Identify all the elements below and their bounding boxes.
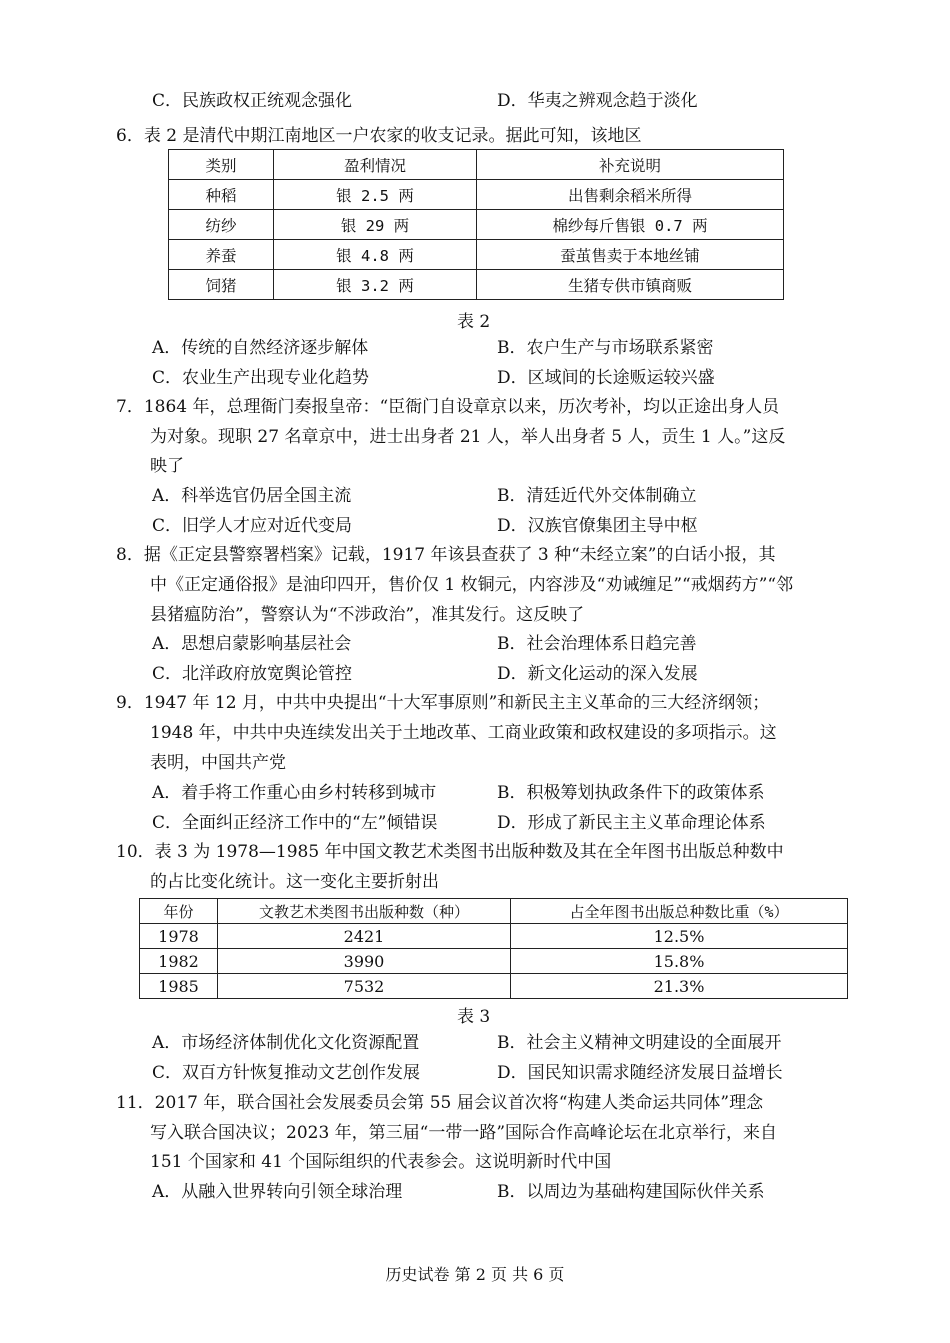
table-cell: 纺纱	[169, 210, 274, 240]
q9-option-a: A．着手将工作重心由乡村转移到城市	[152, 783, 437, 803]
table-row	[169, 270, 784, 300]
table-cell: 银 4.8 两	[274, 240, 477, 270]
q6-option-c: C．农业生产出现专业化趋势	[152, 368, 370, 388]
table-row	[169, 210, 784, 240]
table-header-cell: 年份	[140, 899, 218, 924]
q10-option-a: A．市场经济体制优化文化资源配置	[152, 1033, 420, 1053]
q7-stem-line-2: 为对象。现职 27 名章京中，进士出身者 21 人，举人出身者 5 人，贡生 1 人。”这反	[150, 427, 786, 447]
q7-stem-line-1: 7．1864 年，总理衙门奏报皇帝：“臣衙门自设章京以来，历次考补，均以正途出身人员	[116, 397, 780, 417]
table-cell: 7532	[218, 974, 511, 999]
table-cell: 种稻	[169, 180, 274, 210]
page-footer: 历史试卷 第 2 页 共 6 页	[385, 1265, 565, 1284]
table-cell: 21.3%	[511, 974, 848, 999]
q9-stem-line-3: 表明，中国共产党	[150, 753, 286, 773]
table-cell: 2421	[218, 924, 511, 949]
table-cell: 1982	[140, 949, 218, 974]
q6-option-d: D．区域间的长途贩运较兴盛	[497, 368, 715, 388]
q7-option-b: B．清廷近代外交体制确立	[497, 486, 697, 506]
table-header-cell: 盈利情况	[274, 150, 477, 180]
table-cell: 蚕茧售卖于本地丝铺	[477, 240, 784, 270]
q8-stem-line-3: 县猪瘟防治”，警察认为“不涉政治”，准其发行。这反映了	[150, 605, 585, 625]
q7-option-d: D．汉族官僚集团主导中枢	[497, 516, 698, 536]
table-cell: 银 29 两	[274, 210, 477, 240]
q11-stem-line-3: 151 个国家和 41 个国际组织的代表参会。这说明新时代中国	[150, 1152, 612, 1172]
q6-option-b: B．农户生产与市场联系紧密	[497, 338, 714, 358]
q10-option-d: D．国民知识需求随经济发展日益增长	[497, 1063, 783, 1083]
q9-stem-line-1: 9．1947 年 12 月，中共中央提出“十大军事原则”和新民主主义革命的三大经济纲领；	[116, 693, 770, 713]
q9-stem-line-2: 1948 年，中共中央连续发出关于土地改革、工商业政策和政权建设的多项指示。这	[150, 723, 777, 743]
q8-option-c: C．北洋政府放宽舆论管控	[152, 664, 353, 684]
table-cell: 养蚕	[169, 240, 274, 270]
q10-stem-line-2: 的占比变化统计。这一变化主要折射出	[150, 872, 439, 892]
table-row	[169, 180, 784, 210]
table-cell: 3990	[218, 949, 511, 974]
table-cell: 15.8%	[511, 949, 848, 974]
table-row	[169, 240, 784, 270]
q10-option-b: B．社会主义精神文明建设的全面展开	[497, 1033, 782, 1053]
table-header-cell: 补充说明	[477, 150, 784, 180]
q5-option-c: C．民族政权正统观念强化	[152, 91, 353, 111]
q10-stem-line-1: 10．表 3 为 1978—1985 年中国文教艺术类图书出版种数及其在全年图书出版总种数中	[116, 842, 784, 862]
table-cell: 饲猪	[169, 270, 274, 300]
q8-stem-line-2: 中《正定通俗报》是油印四开，售价仅 1 枚铜元，内容涉及“劝诫缠足”“戒烟药方”“邻	[150, 575, 794, 595]
table-header-cell: 类别	[169, 150, 274, 180]
table-header-cell: 占全年图书出版总种数比重（%）	[511, 899, 848, 924]
table-cell: 1985	[140, 974, 218, 999]
q6-option-a: A．传统的自然经济逐步解体	[152, 338, 369, 358]
table-cell: 12.5%	[511, 924, 848, 949]
table-3-caption: 表 3	[457, 1007, 491, 1027]
q8-option-d: D．新文化运动的深入发展	[497, 664, 698, 684]
q10-option-c: C．双百方针恢复推动文艺创作发展	[152, 1063, 421, 1083]
q8-stem-line-1: 8．据《正定县警察署档案》记载，1917 年该县查获了 3 种“未经立案”的白话小报，其	[116, 545, 776, 565]
table-2	[168, 149, 784, 300]
q8-option-b: B．社会治理体系日趋完善	[497, 634, 697, 654]
table-cell: 生猪专供市镇商贩	[477, 270, 784, 300]
q11-option-b: B．以周边为基础构建国际伙伴关系	[497, 1182, 765, 1202]
q7-option-a: A．科举选官仍居全国主流	[152, 486, 352, 506]
table-cell: 银 3.2 两	[274, 270, 477, 300]
table-cell: 棉纱每斤售银 0.7 两	[477, 210, 784, 240]
table-row	[140, 924, 848, 949]
q8-option-a: A．思想启蒙影响基层社会	[152, 634, 352, 654]
table-cell: 银 2.5 两	[274, 180, 477, 210]
table-header-cell: 文教艺术类图书出版种数（种）	[218, 899, 511, 924]
q5-option-d: D．华夷之辨观念趋于淡化	[497, 91, 698, 111]
table-2-caption: 表 2	[457, 312, 491, 332]
q9-option-c: C．全面纠正经济工作中的“左”倾错误	[152, 813, 438, 833]
table-row	[140, 949, 848, 974]
table-cell: 出售剩余稻米所得	[477, 180, 784, 210]
q11-option-a: A．从融入世界转向引领全球治理	[152, 1182, 403, 1202]
table-row	[140, 974, 848, 999]
table-header-row	[169, 150, 784, 180]
q9-option-b: B．积极筹划执政条件下的政策体系	[497, 783, 765, 803]
q11-stem-line-2: 写入联合国决议；2023 年，第三届“一带一路”国际合作高峰论坛在北京举行，来自	[150, 1123, 778, 1143]
q7-stem-line-3: 映了	[150, 456, 184, 476]
table-cell: 1978	[140, 924, 218, 949]
q11-stem-line-1: 11．2017 年，联合国社会发展委员会第 55 届会议首次将“构建人类命运共同体”理念	[116, 1093, 764, 1113]
table-3	[139, 898, 848, 999]
q7-option-c: C．旧学人才应对近代变局	[152, 516, 353, 536]
q6-stem: 6．表 2 是清代中期江南地区一户农家的收支记录。据此可知，该地区	[116, 126, 642, 146]
q9-option-d: D．形成了新民主主义革命理论体系	[497, 813, 766, 833]
table-header-row	[140, 899, 848, 924]
